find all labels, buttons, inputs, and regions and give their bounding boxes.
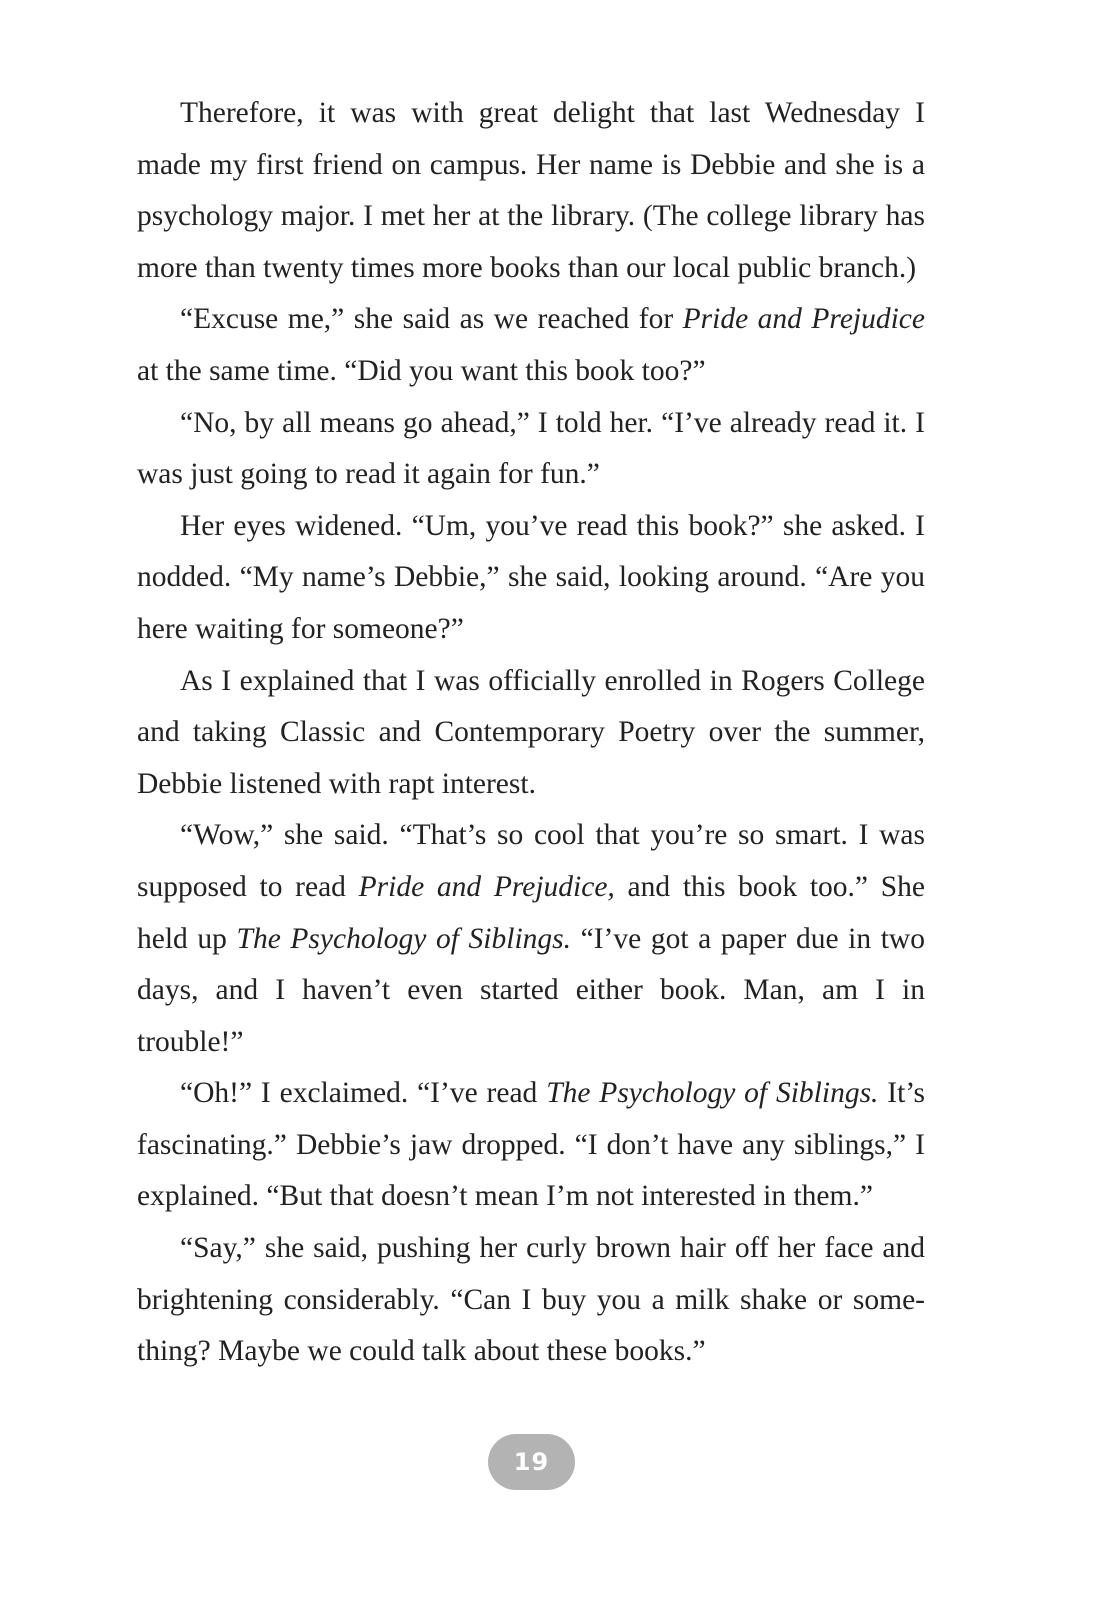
page-number-badge: 19 <box>488 1434 575 1490</box>
paragraph <box>137 810 925 1068</box>
paragraph <box>137 1223 925 1378</box>
text-segment: “Say,” she said, pushing her curly brown hair off her face and brightening considerably. “Can I buy you a milk shake or something? Maybe we could talk about these books.” <box>137 1232 925 1368</box>
paragraph <box>137 501 925 656</box>
text-segment: Therefore, it was with great delight that last Wednesday I made my first friend on campus. Her name is Debbie and she is a psychology major. I met her at the library. (The college library has more than twenty times more books than our local public branch.) <box>137 97 925 284</box>
paragraph <box>137 398 925 501</box>
book-title-italic: Pride and Prejudice, <box>358 870 615 903</box>
body-text <box>137 88 925 1378</box>
paragraph <box>137 656 925 811</box>
text-segment: at the same time. “Did you want this book too?” <box>137 354 706 387</box>
text-segment: As I explained that I was officially enrolled in Rogers College and taking Classic and Contemporary Poetry over the summer, Debbie listened with rapt interest. <box>137 664 925 800</box>
book-title-italic: Pride and Prejudice <box>682 303 925 336</box>
text-segment: Her eyes widened. “Um, you’ve read this book?” she asked. I nodded. “My name’s Debbie,” she said, looking around. “Are you here waiting for someone?” <box>137 509 925 645</box>
book-title-italic: The Psychology of Siblings. <box>546 1077 879 1110</box>
text-segment: “Wow,” she said. “That’s so cool that you’re so smart. I was supposed to read <box>137 819 925 903</box>
paragraph <box>137 294 925 397</box>
text-segment: “Excuse me,” she said as we reached for <box>180 303 683 336</box>
text-segment: and this book too.” She held up <box>137 870 925 955</box>
text-segment: “Oh!” I exclaimed. “I’ve read <box>180 1077 547 1110</box>
text-segment: “I’ve got a paper due in two days, and I haven’t even started either book. Man, am I in trouble!” <box>137 922 925 1058</box>
paragraph <box>137 88 925 294</box>
book-title-italic: The Psychology of Siblings. <box>236 922 571 955</box>
text-segment: It’s fascinating.” Debbie’s jaw dropped. “I don’t have any siblings,” I explained. “But that doesn’t mean I’m not interested in them.” <box>137 1077 925 1213</box>
text-segment: “No, by all means go ahead,” I told her. “I’ve already read it. I was just going to read it again for fun.” <box>137 406 925 491</box>
paragraph <box>137 1068 925 1223</box>
